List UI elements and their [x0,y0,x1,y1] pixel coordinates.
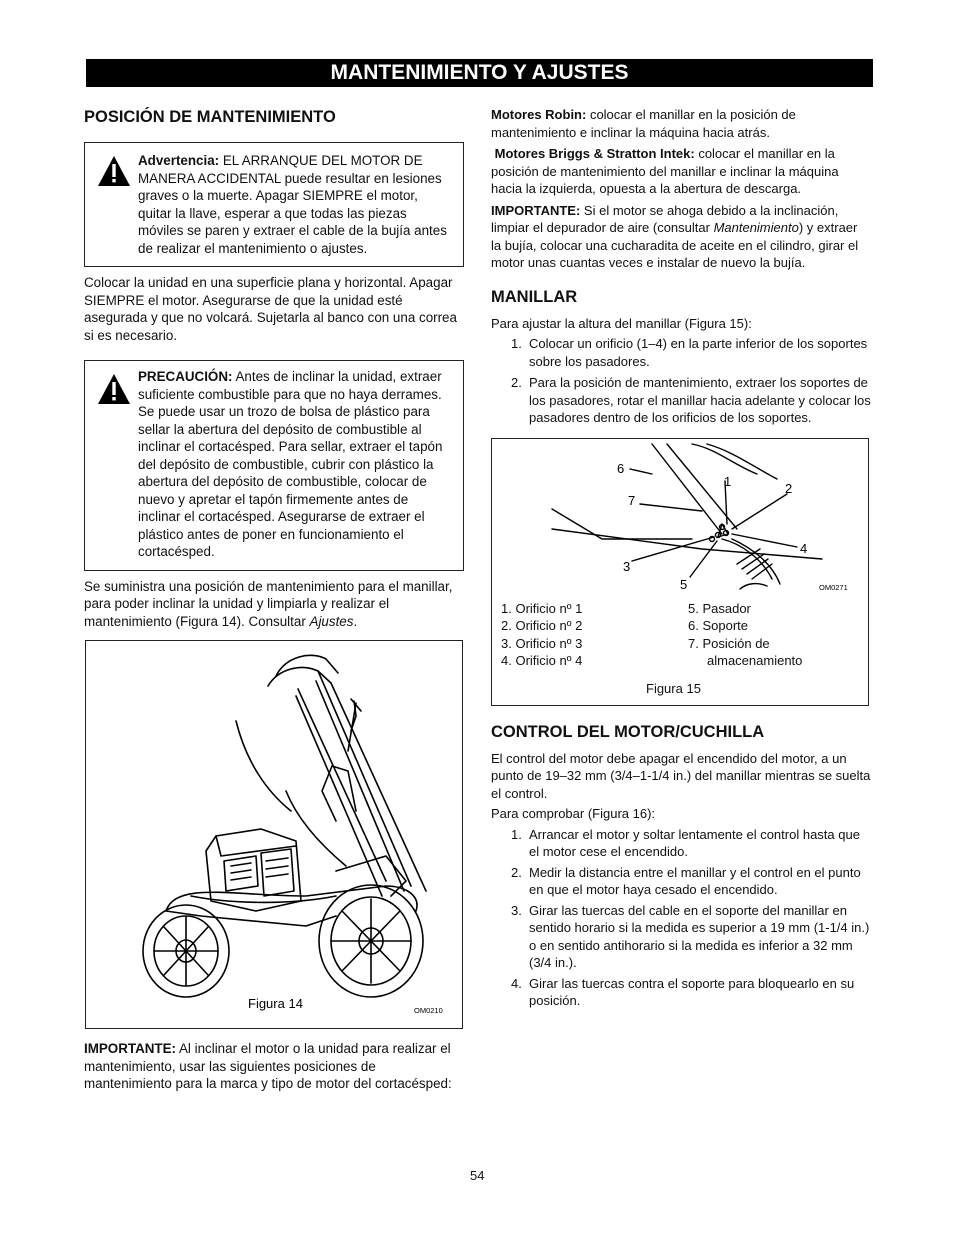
section-title-maintenance-position: POSICIÓN DE MANTENIMIENTO [84,108,336,126]
legend-item: almacenamiento [707,653,803,668]
legend-item: 1. Orificio nº 1 [501,600,583,616]
callout-2: 2 [785,480,793,496]
section-title-handle: MANILLAR [491,287,578,306]
callout-7: 7 [628,492,636,508]
handle-steps [491,335,871,427]
legend-item: 5. Pasador [688,600,751,616]
legend-item: 7. Posición de [688,635,770,651]
list-item: 2. Para la posición de mantenimiento, extraer los soportes de los pasadores, rotar el manillar hacia adelante y colocar los pasadores dentro de los orificios de los soportes. [511,375,871,425]
figure-15-legend-left [501,600,582,670]
page-number: 54 [470,1168,485,1183]
list-item: 1. Colocar un orificio (1–4) en la parte inferior de los soportes sobre los pasadores. [511,336,868,369]
paragraph-maintenance-handle: Se suministra una posición de mantenimiento para el manillar, para poder inclinar la unidad y limpiarla y realizar el mantenimiento (Figura 14). Consultar Ajustes. [84,578,453,629]
callout-5: 5 [680,576,688,592]
list-item: 3. Girar las tuercas del cable en el soporte del manillar en sentido horario si la medida es superior a 19 mm (1-1/4 in.) o en sentido antihorario si la medida es inferior a 32 mm (3/4 in.). [511,902,870,970]
engine-control-paragraph: El control del motor debe apagar el encendido del motor, a un punto de 19–32 mm (3/4–1-1/4 in.) del manillar mientras se suelta el control. [491,750,871,801]
list-item: 4. Girar las tuercas contra el soporte para bloquearlo en su posición. [511,975,855,1008]
legend-item: 3. Orificio nº 3 [501,635,583,651]
page-title: MANTENIMIENTO Y AJUSTES [86,59,873,87]
legend-item: 6. Soporte [688,618,748,633]
legend-item: 4. Orificio nº 4 [501,653,583,668]
callout-6: 6 [617,460,625,476]
list-item: 2. Medir la distancia entre el manillar y el control en el punto en que el motor haya cesado el encendido. [511,864,861,897]
callout-3: 3 [623,558,631,574]
right-column [491,106,871,1010]
section-title-engine-control: CONTROL DEL MOTOR/CUCHILLA [491,722,765,741]
handle-bracket-illustration [492,439,868,599]
warning-triangle-icon [97,155,131,187]
paragraph-important-flood: IMPORTANTE: Si el motor se ahoga debido a la inclinación, limpiar el depurador de aire (consultar Mantenimiento) y extraer la bujía, colocar una cucharadita de aceite en el cilindro, girar el motor unas cuantas veces e instalar de nuevo la bujía. [491,202,859,270]
left-column [84,106,464,1093]
lawnmower-illustration [86,641,462,1028]
callout-4: 4 [800,540,808,556]
warning-box [84,142,464,267]
figure-14-code: OM0210 [414,1006,443,1015]
engine-control-intro: Para comprobar (Figura 16): [491,806,656,821]
paragraph-robin: Motores Robin: colocar el manillar en la posición de mantenimiento e inclinar la máquina hacia atrás. [491,107,796,140]
warning-triangle-icon [97,373,131,405]
paragraph-flat-surface: Colocar la unidad en una superficie plana y horizontal. Apagar SIEMPRE el motor. Asegurarse de que la unidad esté asegurada y que no volcará. Sujetarla al banco con una correa si es necesario. [84,275,457,343]
figure-14 [85,640,463,1029]
handle-intro: Para ajustar la altura del manillar (Figura 15): [491,315,752,331]
legend-item: 2. Orificio nº 2 [501,618,583,633]
figure-15 [491,438,869,706]
figure-14-caption: Figura 14 [248,996,303,1011]
figure-15-legend-right [688,600,802,670]
paragraph-briggs: Motores Briggs & Stratton Intek: colocar el manillar en la posición de mantenimiento del manillar e inclinar la máquina hacia la izquierda, opuesta a la abertura de descarga. [491,146,839,196]
paragraph-important-tilt: IMPORTANTE: Al inclinar el motor o la unidad para realizar el mantenimiento, usar las siguientes posiciones de mantenimiento para la marca y tipo de motor del cortacésped: [84,1041,452,1091]
engine-control-steps [491,826,871,1010]
caution-label: PRECAUCIÓN: [138,369,233,384]
list-item: 1. Arrancar el motor y soltar lentamente el control hasta que el motor cese el encendido. [511,826,860,859]
warning-label: Advertencia: [138,153,220,168]
figure-15-code: OM0271 [819,582,848,592]
warning-text: Advertencia: EL ARRANQUE DEL MOTOR DE MANERA ACCIDENTAL puede resultar en lesiones graves o la muerte. Apagar SIEMPRE el motor, quitar la llave, esperar a que todas las piezas móviles se paren y extraer el cable de la bujía antes de realizar el mantenimiento o ajustes. [138,153,447,256]
caution-box [84,360,464,571]
callout-1: 1 [724,473,732,489]
figure-15-caption: Figura 15 [646,680,701,696]
caution-text: PRECAUCIÓN: Antes de inclinar la unidad, extraer suficiente combustible para que no haya derrames. Se puede usar un trozo de bolsa de plástico para sellar la abertura del depósito de combustible al inclinar el cortacésped. Para sellar, extraer el tapón del depósito de combustible, cubrir con plástico la abertura del depósito de combustible, colocar de nuevo y apretar el tapón firmemente antes de inclinar el cortacésped. Asegurarse de extraer el plástico antes de poner en funcionamiento el cortacésped. [138,369,443,559]
